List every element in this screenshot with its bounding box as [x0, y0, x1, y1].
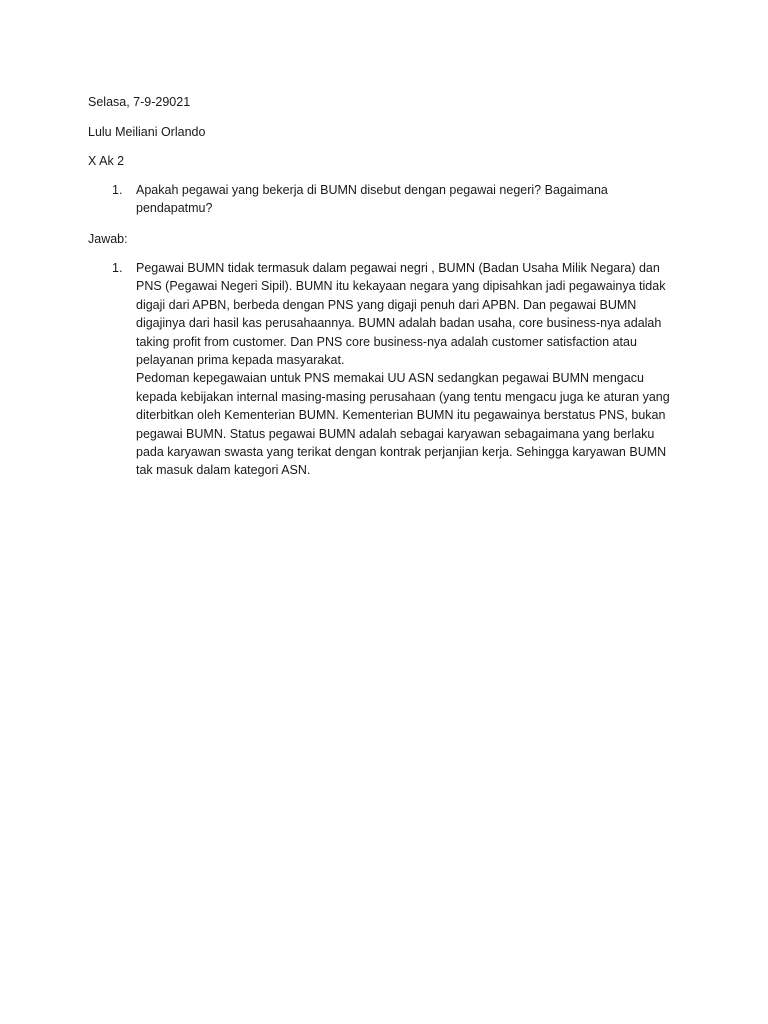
question-text: [136, 181, 676, 218]
class-label: X Ak 2: [88, 154, 125, 168]
answer-paragraph-2: Pedoman kepegawaian untuk PNS memakai UU ASN sedangkan pegawai BUMN mengacu kepada kebijakan internal masing-masing perusahaan (yang tentu mengacu juga ke aturan yang diterbitkan oleh Kementerian BUMN. Kementerian BUMN itu pegawainya berstatus PNS, bukan pegawai BUMN. Status pegawai BUMN adalah sebagai karyawan sebagaimana yang berlaku pada karyawan swasta yang terikat dengan kontrak perjanjian kerja. Sehingga karyawan BUMN tak masuk dalam kategori ASN.: [136, 371, 670, 478]
question-number: 1.: [112, 183, 123, 197]
answer-label: Jawab:: [88, 232, 128, 246]
question-paragraph: Apakah pegawai yang bekerja di BUMN disebut dengan pegawai negeri? Bagaimana pendapatmu?: [136, 183, 608, 216]
student-name: Lulu Meiliani Orlando: [88, 125, 206, 139]
answer-paragraph-1: Pegawai BUMN tidak termasuk dalam pegawai negri , BUMN (Badan Usaha Milik Negara) dan PNS (Pegawai Negeri Sipil). BUMN itu kekayaan negara yang dipisahkan jadi pegawainya tidak digaji dari APBN, berbeda dengan PNS yang digaji penuh dari APBN. Dan pegawai BUMN digajinya dari hasil kas perusahaannya. BUMN adalah badan usaha, core business-nya adalah taking profit from customer. Dan PNS core business-nya adalah customer satisfaction atau pelayanan prima kepada masyarakat.: [136, 261, 666, 368]
answer-number: 1.: [112, 261, 123, 275]
date-line: Selasa, 7-9-29021: [88, 95, 191, 109]
answer-text: [136, 259, 676, 480]
